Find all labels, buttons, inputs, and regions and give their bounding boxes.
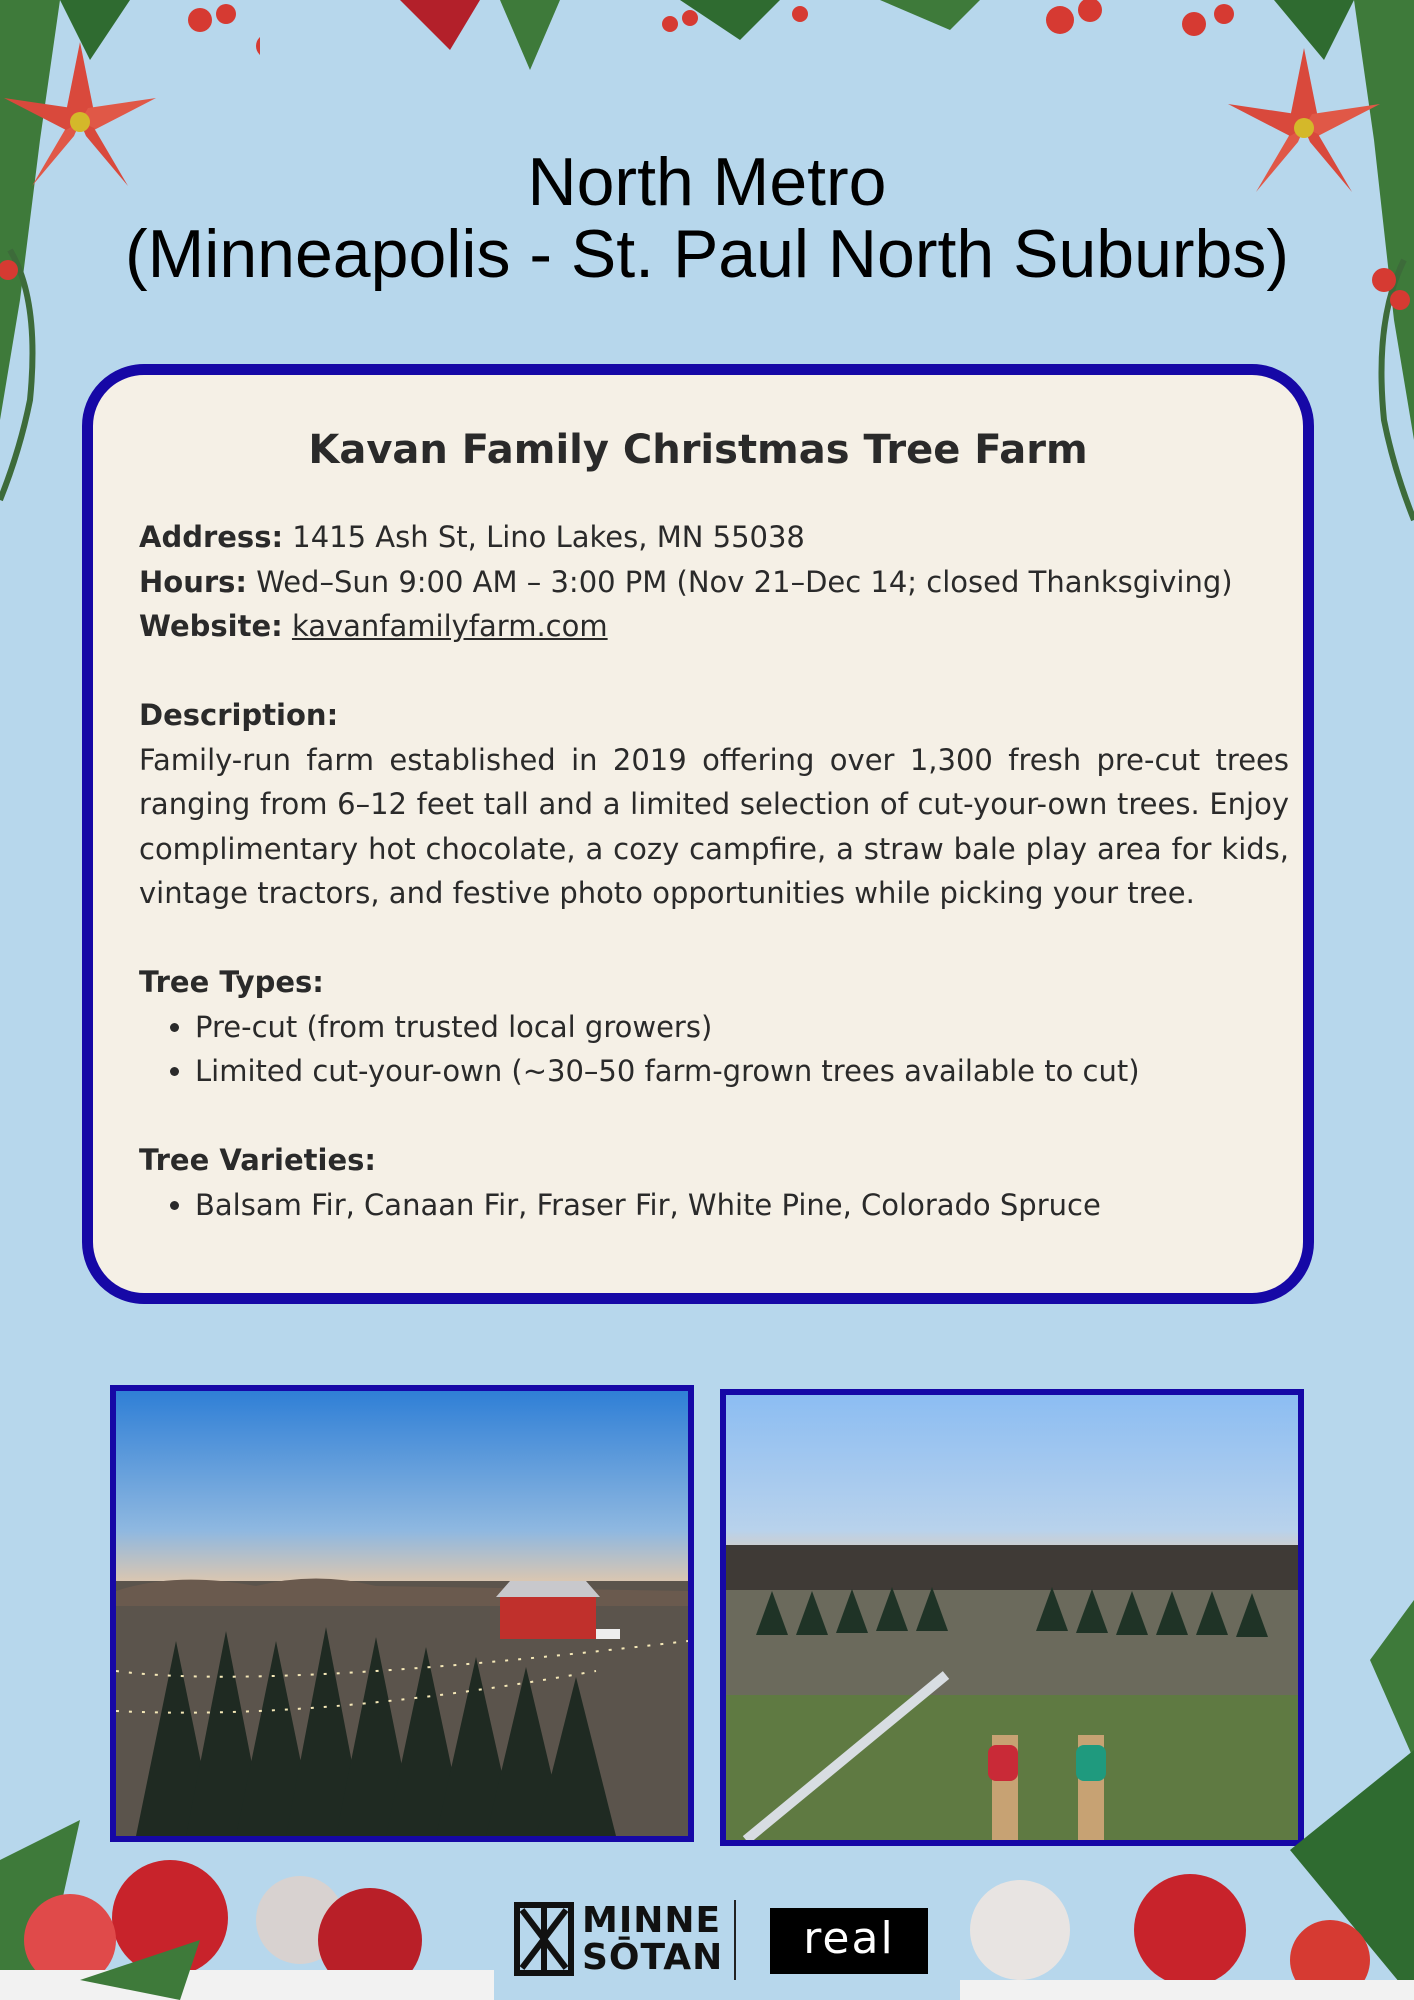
farm-info-card	[82, 364, 1314, 1304]
footer-logos	[494, 1880, 946, 2000]
hours-row	[139, 560, 1289, 605]
description-label: Description:	[139, 698, 339, 732]
ornaments-bottom-left-icon	[0, 1740, 500, 2000]
address-row	[139, 515, 1289, 560]
region-title-line1: North Metro	[527, 144, 887, 220]
logo-divider	[734, 1900, 736, 1980]
tree-varieties-label: Tree Varieties:	[139, 1143, 376, 1177]
holly-top-center-icon	[260, 0, 1160, 90]
logo-line2: SŌTAN	[582, 1937, 724, 1978]
region-title-line2: (Minneapolis - St. Paul North Suburbs)	[124, 216, 1290, 292]
list-item: • Balsam Fir, Canaan Fir, Fraser Fir, White Pine, Colorado Spruce	[195, 1183, 1289, 1228]
tree-types-label: Tree Types:	[139, 965, 324, 999]
logo-line1: MINNE	[582, 1900, 722, 1941]
farm-details	[139, 515, 1289, 1227]
tree-types-list	[139, 1005, 1289, 1094]
farm-name: Kavan Family Christmas Tree Farm	[308, 427, 1088, 473]
website-link[interactable]: kavanfamilyfarm.com	[291, 609, 608, 643]
list-item: • Pre-cut (from trusted local growers)	[195, 1005, 1289, 1050]
address-label: Address:	[139, 520, 284, 554]
address-value: 1415 Ash St, Lino Lakes, MN 55038	[292, 520, 805, 554]
hours-label: Hours:	[139, 564, 247, 599]
region-title	[0, 146, 1414, 290]
website-row	[139, 604, 1289, 649]
description-text: Family-run farm established in 2019 offering over 1,300 fresh pre-cut trees ranging from 6–12 feet tall and a limited selection of cut-your-own trees. Enjoy complimentary hot chocolate, a cozy campfire, a straw bale play area for kids, vintage tractors, and festive photo opportunities while picking your tree.	[139, 742, 1289, 910]
list-item: • Limited cut-your-own (~30–50 farm-grown trees available to cut)	[195, 1049, 1289, 1094]
tree-varieties-list	[139, 1183, 1289, 1228]
ornaments-bottom-right-icon	[960, 1600, 1414, 2000]
hours-value: Wed–Sun 9:00 AM – 3:00 PM (Nov 21–Dec 14; closed Thanksgiving)	[256, 564, 1233, 599]
minnesotan-logo-icon	[514, 1902, 574, 1976]
website-label: Website:	[139, 609, 283, 643]
real-logo: real	[770, 1908, 928, 1974]
minnesotan-logo-text	[582, 1902, 723, 1976]
